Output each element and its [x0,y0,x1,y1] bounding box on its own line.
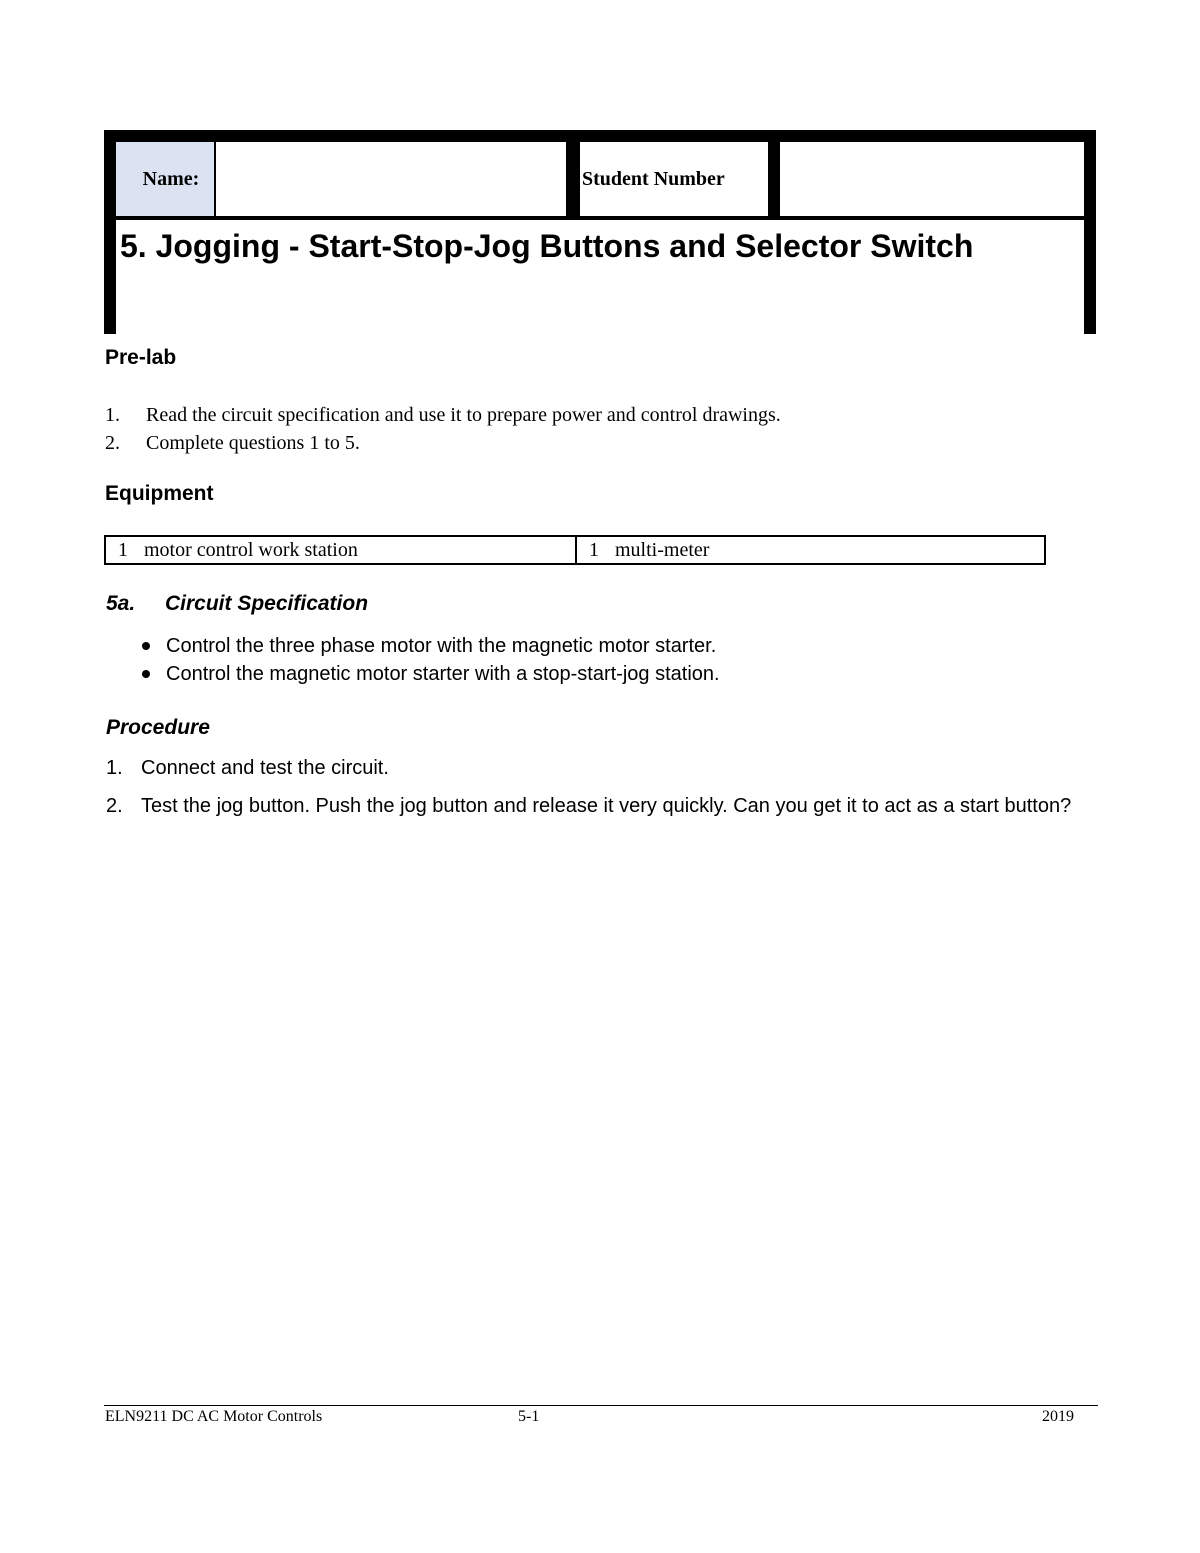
equipment-item [106,537,577,563]
equipment-qty: 1 [589,538,599,561]
circuit-spec-number: 5a. [106,592,136,615]
list-item [106,754,1096,782]
student-number-label: Student Number [582,167,725,190]
circuit-spec-heading: Circuit Specification [165,592,369,615]
header-left-border [104,142,116,334]
procedure-list [106,754,1096,820]
header-block [104,130,1096,334]
equipment-qty: 1 [118,538,128,561]
prelab-list [105,401,781,457]
header-right-border [1084,142,1096,334]
bullet-icon [142,642,150,650]
equipment-text: multi-meter [615,538,710,561]
header-separator-2 [768,142,780,216]
list-text: Complete questions 1 to 5. [146,432,360,454]
equipment-text: motor control work station [144,538,358,561]
list-text: Test the jog button. Push the jog button and release it very quickly. Can you get it to act as a start button? [141,795,1072,817]
list-item [105,429,781,457]
list-number: 1. [106,757,123,779]
name-field[interactable] [218,142,566,216]
list-item [106,792,1096,820]
equipment-item [577,537,709,563]
circuit-spec-list [104,632,720,688]
list-text: Control the magnetic motor starter with a stop-start-jog station. [166,663,720,685]
list-text: Control the three phase motor with the magnetic motor starter. [166,635,717,657]
equipment-heading: Equipment [105,482,214,505]
list-text: Connect and test the circuit. [141,757,389,779]
list-item [104,632,720,660]
footer-rule [104,1405,1098,1406]
header-separator-1 [566,142,580,216]
list-number: 1. [105,404,120,426]
footer-page-number: 5-1 [518,1408,540,1425]
header-top-border [104,130,1096,142]
footer-year: 2019 [1042,1408,1074,1425]
prelab-heading: Pre-lab [105,346,177,369]
list-number: 2. [106,795,123,817]
name-label: Name: [116,142,216,216]
list-number: 2. [105,432,120,454]
header-divider [116,216,1084,220]
bullet-icon [142,670,150,678]
footer-course: ELN9211 DC AC Motor Controls [105,1408,323,1425]
equipment-table [104,535,1046,565]
list-item [104,660,720,688]
student-number-field[interactable] [780,142,1080,216]
list-text: Read the circuit specification and use it to prepare power and control drawings. [146,404,781,426]
list-item [105,401,781,429]
procedure-heading: Procedure [106,716,210,739]
lab-title: 5. Jogging - Start-Stop-Jog Buttons and Selector Switch [120,228,974,264]
